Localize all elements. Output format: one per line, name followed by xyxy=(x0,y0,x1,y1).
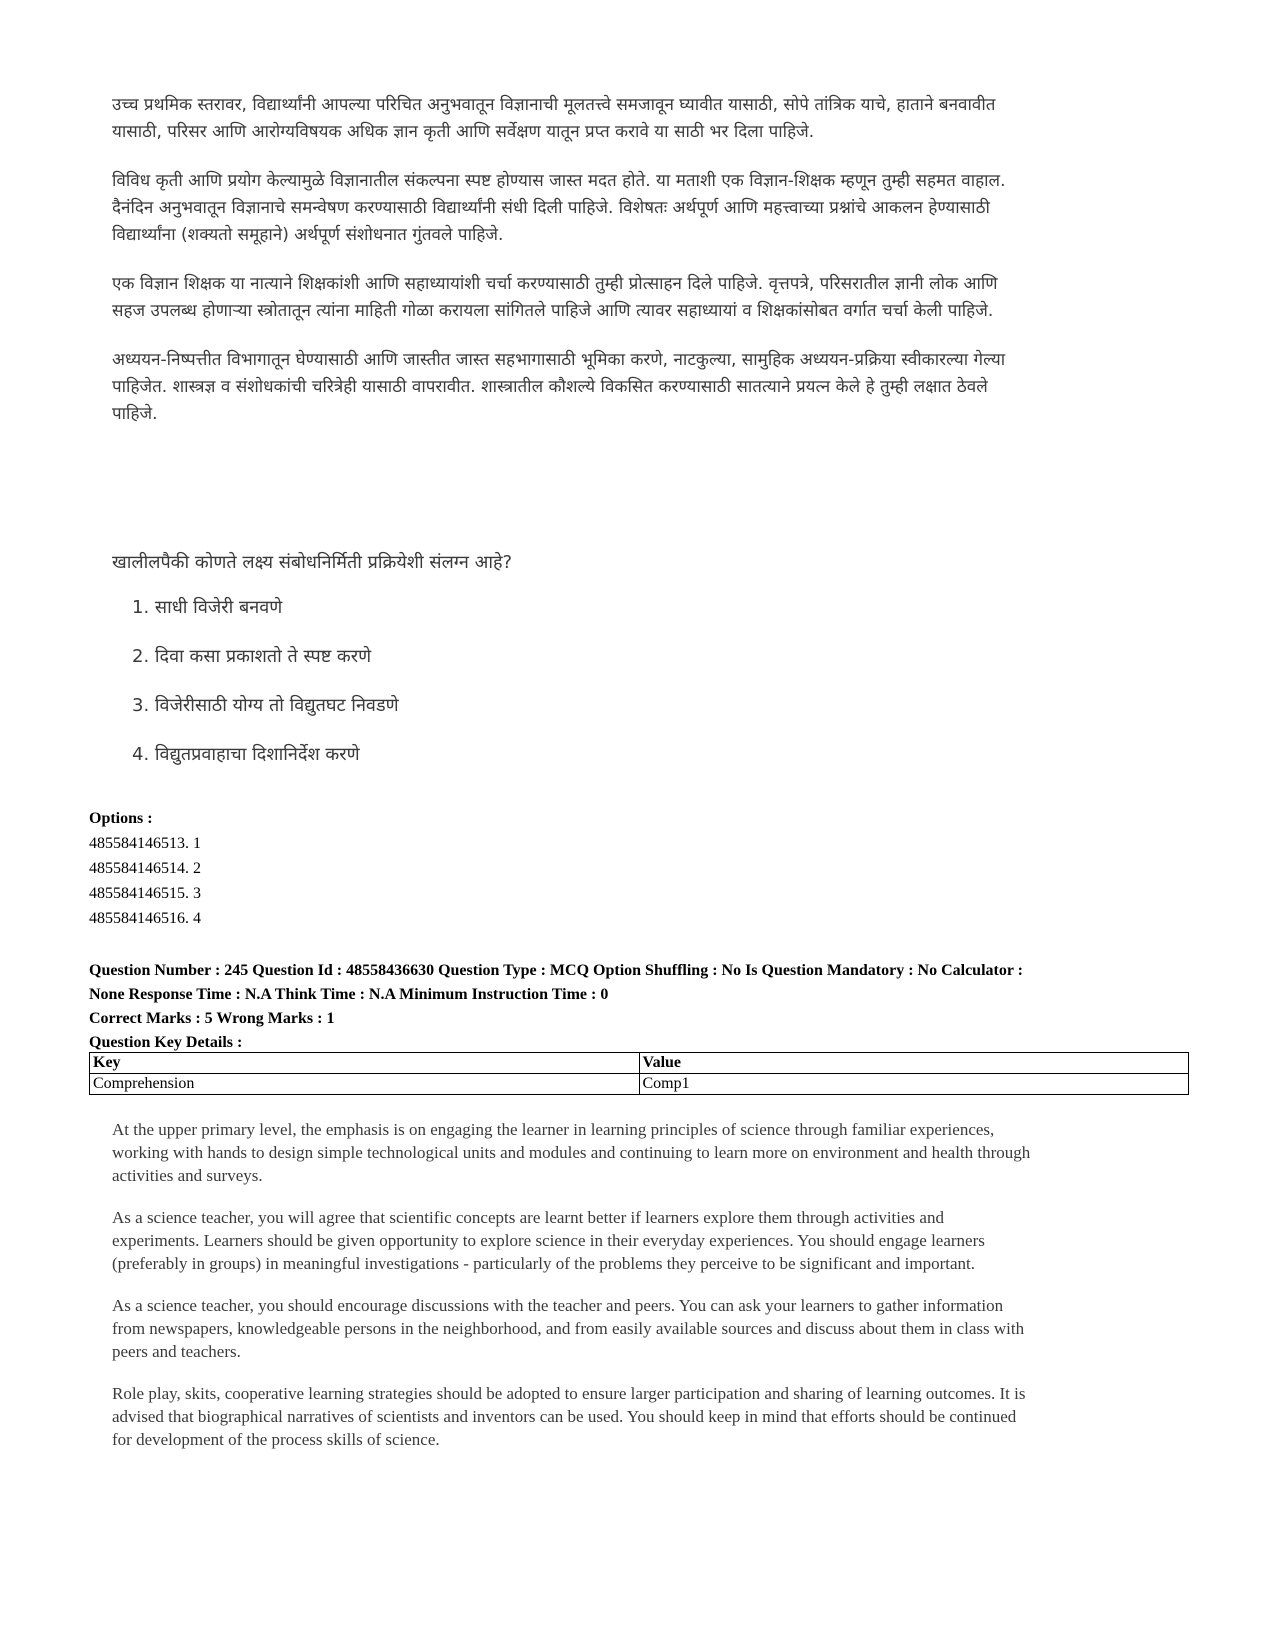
marathi-paragraph-4: अध्ययन-निष्पत्तीत विभागातून घेण्यासाठी आणि जास्तीत जास्त सहभागासाठी भूमिका करणे, नाटकुल्या, सामुहिक अध्ययन-प्रक्रिया स्वीकारल्या गेल्या पाहिजेत. शास्त्रज्ञ व संशोधकांची चरित्रेही यासाठी वापरावीत. शास्त्रातील कौशल्ये विकसित करण्यासाठी सातत्याने प्रयत्न केले हे तुम्ही लक्षात ठेवले पाहिजे. xyxy=(112,350,1006,424)
options-block xyxy=(89,806,201,931)
marathi-choice-list xyxy=(132,596,512,767)
question-marks: Correct Marks : 5 Wrong Marks : 1 xyxy=(89,1010,335,1027)
marathi-choice-4: 4. विद्युतप्रवाहाचा दिशानिर्देश करणे xyxy=(132,744,360,765)
question-key-table xyxy=(89,1052,1189,1095)
option-item-2: 485584146514. 2 xyxy=(89,860,201,877)
english-paragraph-1: At the upper primary level, the emphasis is on engaging the learner in learning principles of science through familiar experiences, working with hands to design simple technological units and modules and continuing to learn more on environment and health through activities and surveys. xyxy=(112,1120,1031,1185)
options-heading: Options : xyxy=(89,810,153,827)
marathi-paragraph-2: विविध कृती आणि प्रयोग केल्यामुळे विज्ञानातील संकल्पना स्पष्ट होण्यास जास्त मदत होते. या मताशी एक विज्ञान-शिक्षक म्हणून तुम्ही सहमत वाहाल. दैनंदिन अनुभवातून विज्ञानाचे समन्वेषण करण्यासाठी विद्यार्थ्यांनी संधी दिली पाहिजे. विशेषतः अर्थपूर्ण आणि महत्त्वाच्या प्रश्नांचे आकलन हेण्यासाठी विद्यार्थ्यांना (शक्यतो समूहाने) अर्थपूर्ण संशोधनात गुंतवले पाहिजे. xyxy=(112,171,1006,245)
table-row xyxy=(90,1074,1189,1095)
table-header-value: Value xyxy=(639,1053,1189,1074)
question-meta-line-2: None Response Time : N.A Think Time : N.A Minimum Instruction Time : 0 xyxy=(89,986,609,1003)
marathi-question xyxy=(112,550,512,792)
english-paragraph-2: As a science teacher, you will agree that scientific concepts are learnt better if learners explore them through activities and experiments. Learners should be given opportunity to explore science in their everyday experiences. You should engage learners (preferably in groups) in meaningful investigations - particularly of the problems they perceive to be significant and important. xyxy=(112,1208,985,1273)
english-passage xyxy=(112,1118,1032,1470)
table-header-row xyxy=(90,1053,1189,1074)
option-item-1: 485584146513. 1 xyxy=(89,835,201,852)
table-cell-key: Comprehension xyxy=(90,1074,640,1095)
marathi-question-text: खालीलपैकी कोणते लक्ष्य संबोधनिर्मिती प्रक्रियेशी संलग्न आहे? xyxy=(112,552,513,573)
marathi-passage xyxy=(112,92,1012,450)
marathi-paragraph-1: उच्च प्रथमिक स्तरावर, विद्यार्थ्यांनी आपल्या परिचित अनुभवातून विज्ञानाची मूलतत्त्वे समजावून घ्यावीत यासाठी, सोपे तांत्रिक याचे, हाताने बनवावीत यासाठी, परिसर आणि आरोग्यविषयक अधिक ज्ञान कृती आणि सर्वेक्षण यातून प्रप्त करावे या साठी भर दिला पाहिजे. xyxy=(112,95,996,142)
option-item-3: 485584146515. 3 xyxy=(89,885,201,902)
marathi-paragraph-3: एक विज्ञान शिक्षक या नात्याने शिक्षकांशी आणि सहाध्यायांशी चर्चा करण्यासाठी तुम्ही प्रोत्साहन दिले पाहिजे. वृत्तपत्रे, परिसरातील ज्ञानी लोक आणि सहज उपलब्ध होणाऱ्या स्त्रोतातून त्यांना माहिती गोळा करायला सांगितले पाहिजे आणि त्यावर सहाध्यायां व शिक्षकांसोबत वर्गात चर्चा केली पाहिजे. xyxy=(112,274,998,321)
question-key-details-label: Question Key Details : xyxy=(89,1034,243,1051)
marathi-choice-3: 3. विजेरीसाठी योग्य तो विद्युतघट निवडणे xyxy=(132,695,399,716)
english-paragraph-4: Role play, skits, cooperative learning strategies should be adopted to ensure larger participation and sharing of learning outcomes. It is advised that biographical narratives of scientists and inventors can be used. You should keep in mind that efforts should be continued for development of the process skills of science. xyxy=(112,1384,1026,1449)
marathi-choice-1: 1. साधी विजेरी बनवणे xyxy=(132,597,283,618)
table-cell-value: Comp1 xyxy=(639,1074,1189,1095)
table-header-key: Key xyxy=(90,1053,640,1074)
question-meta-line-1: Question Number : 245 Question Id : 48558436630 Question Type : MCQ Option Shuffling : No Is Question Mandatory : No Calculator : xyxy=(89,962,1023,979)
question-meta xyxy=(89,960,1189,1056)
english-paragraph-3: As a science teacher, you should encourage discussions with the teacher and peers. You can ask your learners to gather information from newspapers, knowledgeable persons in the neighborhood, and from easily available sources and discuss about them in class with peers and teachers. xyxy=(112,1296,1025,1361)
marathi-choice-2: 2. दिवा कसा प्रकाशतो ते स्पष्ट करणे xyxy=(132,646,372,667)
option-item-4: 485584146516. 4 xyxy=(89,910,201,927)
